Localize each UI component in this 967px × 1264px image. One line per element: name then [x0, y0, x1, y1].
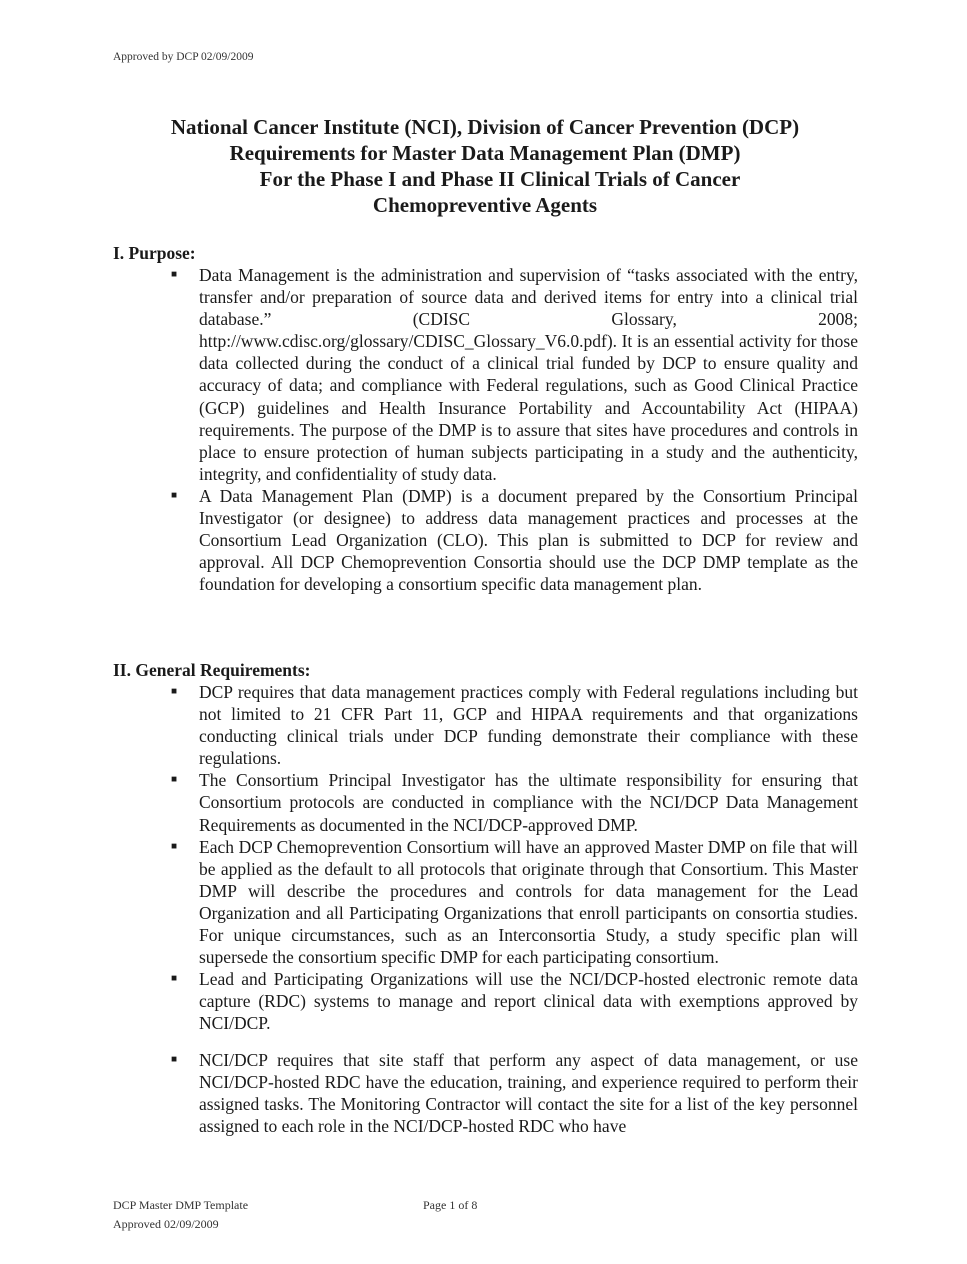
list-item: [113, 485, 858, 595]
section-heading: II. General Requirements:: [113, 660, 311, 680]
bullet-square-icon: ■: [171, 489, 178, 501]
bullet-text: Each DCP Chemoprevention Consortium will have an approved Master DMP on file that will be applied as the default to all protocols that originate through that Consortium. This Master DMP will describe the procedures and controls for data management for the Lead Organization and all Participating Organizations that enroll participants on consortia studies. For unique circumstances, such as an Interconsortia Study, a study specific plan will supersede the consortium specific DMP for each participating consortium.: [199, 836, 858, 968]
section-general-requirements: [113, 659, 858, 1137]
list-item: [113, 968, 858, 1034]
bullet-square-icon: ■: [171, 840, 178, 852]
bullet-square-icon: ■: [171, 269, 178, 280]
bullet-square-icon: ■: [171, 686, 178, 697]
bullet-list: [113, 264, 858, 595]
bullet-text: Lead and Participating Organizations will use the NCI/DCP-hosted electronic remote data capture (RDC) systems to manage and report clinical data with exemptions approved by NCI/DCP.: [199, 969, 858, 1034]
list-item: [113, 264, 858, 485]
list-item: [113, 681, 858, 769]
document-title: [100, 114, 870, 218]
title-line: National Cancer Institute (NCI), Division of Cancer Prevention (DCP): [170, 115, 800, 139]
list-item: [113, 769, 858, 835]
section-heading: I. Purpose:: [113, 243, 196, 263]
section-purpose: [113, 242, 858, 595]
title-line: Requirements for Master Data Management Plan (DMP): [229, 141, 741, 165]
bullet-square-icon: ■: [171, 774, 178, 786]
footer-approved-date: Approved 02/09/2009: [113, 1217, 219, 1231]
bullet-list: [113, 681, 858, 1137]
bullet-text: A Data Management Plan (DMP) is a document prepared by the Consortium Principal Investigator (or designee) to address data management practices and processes at the Consortium Lead Organization (CLO). This plan is submitted to DCP for review and approval. All DCP Chemoprevention Consortia should use the DCP DMP template as the foundation for developing a consortium specific data management plan.: [199, 485, 858, 595]
bullet-square-icon: ■: [171, 1053, 178, 1065]
bullet-text: The Consortium Principal Investigator has the ultimate responsibility for ensuring that Consortium protocols are conducted in compliance with the NCI/DCP Data Management Requirements as documented in the NCI/DCP-approved DMP.: [199, 770, 858, 835]
footer-document-name: DCP Master DMP Template: [113, 1198, 249, 1212]
footer-page-number: Page 1 of 8: [423, 1198, 478, 1212]
header-approval-note: Approved by DCP 02/09/2009: [113, 51, 254, 63]
list-item: [113, 836, 858, 969]
bullet-square-icon: ■: [171, 973, 178, 985]
title-line: Chemopreventive Agents: [372, 193, 598, 217]
bullet-text: NCI/DCP requires that site staff that perform any aspect of data management, or use NCI/DCP-hosted RDC have the education, training, and experience required to perform their assigned tasks. The Monitoring Contractor will contact the site for a list of the key personnel assigned to each role in the NCI/DCP-hosted RDC who have: [199, 1049, 858, 1136]
title-line: For the Phase I and Phase II Clinical Trials of Cancer: [259, 167, 741, 191]
bullet-text: DCP requires that data management practices comply with Federal regulations including but not limited to 21 CFR Part 11, GCP and HIPAA requirements and that organizations conducting clinical trials under DCP funding demonstrate their compliance with these regulations.: [199, 682, 858, 769]
footer-left: [113, 1196, 248, 1234]
bullet-text: Data Management is the administration and supervision of “tasks associated with the entry, transfer and/or preparation of source data and derived items for entry into a clinical trial database.” (CDISC Glossary, 2008; http://www.cdisc.org/glossary/CDISC_Glossary_V6.0.pdf). It is an essential activity for those data collected during the conduct of a clinical trial funded by DCP to ensure quality and accuracy of data; and compliance with Federal regulations, such as Good Clinical Practice (GCP) guidelines and Health Insurance Portability and Accountability Act (HIPAA) requirements. The purpose of the DMP is to assure that sites have procedures and controls in place to ensure protection of human subjects participating in a study and the authenticity, integrity, and confidentiality of study data.: [199, 265, 858, 484]
list-item: [113, 1049, 858, 1137]
